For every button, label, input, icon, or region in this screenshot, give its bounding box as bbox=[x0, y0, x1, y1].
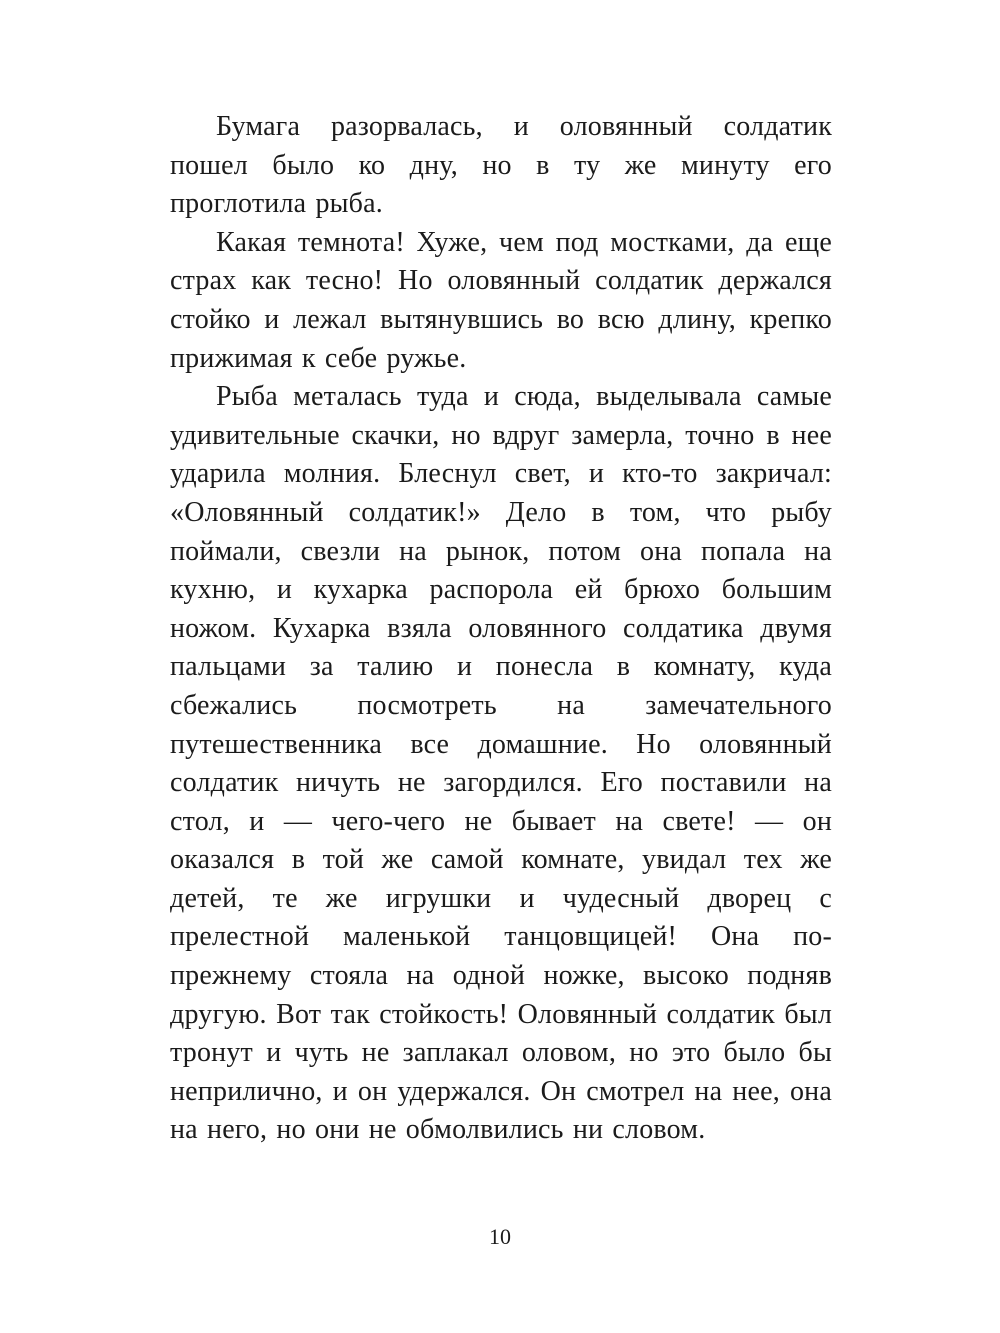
text-block bbox=[170, 108, 832, 1150]
page-number: 10 bbox=[489, 1224, 511, 1249]
paragraph-3: Рыба металась туда и сюда, выделывала самые удивительные скачки, но вдруг замерла, точно в нее ударила молния. Блеснул свет, и кто-то закричал: «Оловянный солдатик!» Дело в том, что рыбу поймали, свезли на рынок, потом она попала на кухню, и кухарка распорола ей брюхо большим ножом. Кухарка взяла оловянного солдатика двумя пальцами за талию и понесла в комнату, куда сбежались посмотреть на замечательного путешественника все домашние. Но оловянный солдатик ничуть не загордился. Его поставили на стол, и — чего-чего не бывает на свете! — он оказался в той же самой комнате, увидал тех же детей, те же игрушки и чудесный дворец с прелестной маленькой танцовщицей! Она по-прежнему стояла на одной ножке, высоко подняв другую. Вот так стойкость! Оловянный солдатик был тронут и чуть не заплакал оловом, но это было бы неприлично, и он удержался. Он смотрел на нее, она на него, но они не обмолвились ни словом. bbox=[170, 381, 832, 1146]
paragraph-2: Какая темнота! Хуже, чем под мостками, да еще страх как тесно! Но оловянный солдатик держался стойко и лежал вытянувшись во всю длину, крепко прижимая к себе ружье. bbox=[170, 226, 832, 374]
paragraph-1: Бумага разорвалась, и оловянный солдатик пошел было ко дну, но в ту же минуту его проглотила рыба. bbox=[170, 111, 832, 220]
